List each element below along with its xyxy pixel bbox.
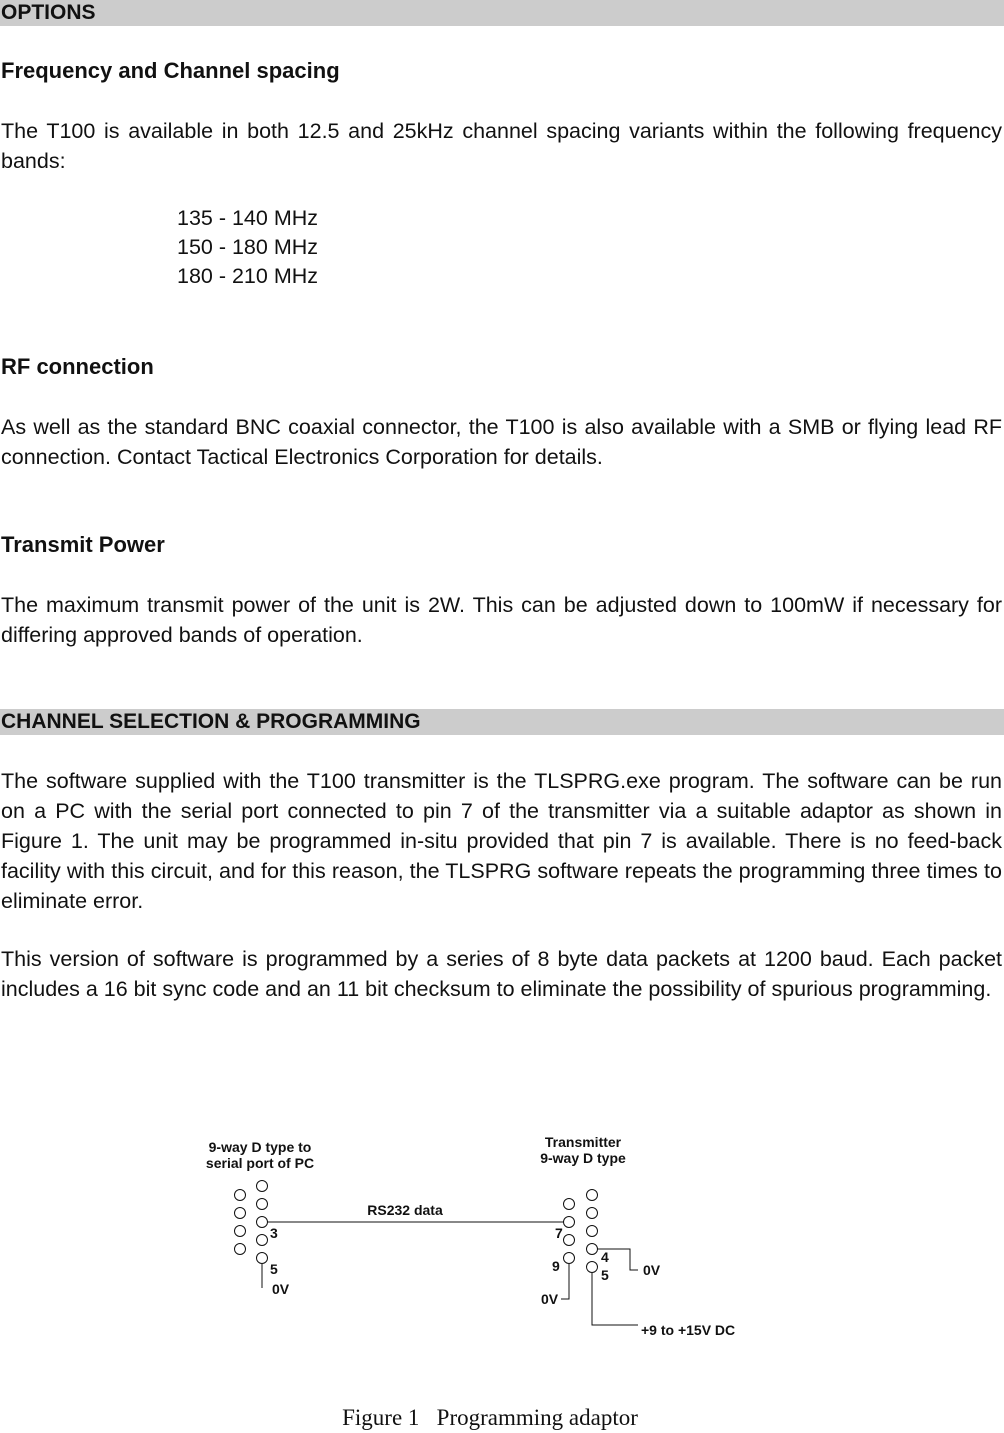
tx-pin-5-label: 5	[601, 1267, 609, 1283]
band-2: 150 - 180 MHz	[177, 235, 319, 259]
tx-pin-circle	[587, 1208, 598, 1219]
channel-para-1: The software supplied with the T100 transmitter is the TLSPRG.exe program. The software can be run on a PC with the serial port connected to pin 7 of the transmitter via a suitable adaptor as shown in Figure 1. The unit may be programmed in-situ provided that pin 7 is available. There is no feed-back facility with this circuit, and for this reason, the TLSPRG software repeats the programming three times to eliminate error.	[1, 769, 1002, 913]
tx-pin-9-ground-wire	[561, 1264, 569, 1299]
tx-pin-7-circle	[564, 1217, 575, 1228]
options-heading: OPTIONS	[0, 0, 1004, 26]
tx-pin-4-circle	[587, 1244, 598, 1255]
tx-connector-label-1: Transmitter	[544, 1134, 622, 1150]
pc-pin-circle	[235, 1244, 246, 1255]
tx-pin-circle	[564, 1235, 575, 1246]
pc-pin-circle	[257, 1235, 268, 1246]
tx-pin-5-circle	[587, 1262, 598, 1273]
freq-title: Frequency and Channel spacing	[1, 58, 340, 83]
pc-pin-circle	[235, 1208, 246, 1219]
band-1: 135 - 140 MHz	[177, 206, 319, 230]
channel-heading: CHANNEL SELECTION & PROGRAMMING	[0, 709, 1004, 735]
power-text: The maximum transmit power of the unit is 2W. This can be adjusted down to 100mW if necessary for differing approved bands of operation.	[1, 593, 1002, 647]
rf-title: RF connection	[1, 354, 154, 379]
power-title: Transmit Power	[1, 532, 165, 557]
tx-supply-label: +9 to +15V DC	[641, 1322, 736, 1338]
tx-pin-circle	[564, 1199, 575, 1210]
tx-connector-label-2: 9-way D type	[540, 1150, 626, 1166]
pc-pin-circle	[257, 1199, 268, 1210]
pc-ground-label: 0V	[272, 1281, 290, 1297]
channel-para-2: This version of software is programmed by a series of 8 byte data packets at 1200 baud. Each packet includes a 16 bit sync code and an 11 bit checksum to eliminate the possibility of spurious programming.	[1, 947, 1002, 1001]
freq-text: The T100 is available in both 12.5 and 25kHz channel spacing variants within the following frequency bands:	[1, 119, 1002, 173]
tx-pin-9-label: 9	[552, 1258, 560, 1274]
tx-pin-9-ground-label: 0V	[541, 1291, 559, 1307]
transmitter-connector	[564, 1190, 598, 1273]
pc-pin-circle	[257, 1181, 268, 1192]
tx-pin-4-label: 4	[601, 1249, 609, 1265]
pc-pin-5-circle	[257, 1253, 268, 1264]
rs232-data-label: RS232 data	[367, 1202, 443, 1218]
tx-pin-9-circle	[564, 1253, 575, 1264]
pc-pin-circle	[235, 1190, 246, 1201]
pc-pin-5-label: 5	[270, 1261, 278, 1277]
rf-text: As well as the standard BNC coaxial connector, the T100 is also available with a SMB or flying lead RF connection. Contact Tactical Electronics Corporation for details.	[1, 415, 1002, 469]
pc-pin-3-label: 3	[270, 1225, 278, 1241]
pc-pin-3-circle	[257, 1217, 268, 1228]
tx-pin-7-label: 7	[555, 1225, 563, 1241]
tx-pin-circle	[587, 1226, 598, 1237]
tx-pin-4-ground-label: 0V	[643, 1262, 661, 1278]
pc-pin-circle	[235, 1226, 246, 1237]
pc-connector-label-1: 9-way D type to	[208, 1139, 312, 1155]
band-3: 180 - 210 MHz	[177, 264, 319, 288]
tx-pin-circle	[587, 1190, 598, 1201]
programming-adaptor-diagram	[0, 1120, 1004, 1350]
tx-supply-wire	[592, 1273, 638, 1325]
figure-caption: Figure 1 Programming adaptor	[342, 1405, 638, 1430]
pc-connector	[235, 1181, 268, 1264]
pc-connector-label-2: serial port of PC	[205, 1155, 315, 1171]
